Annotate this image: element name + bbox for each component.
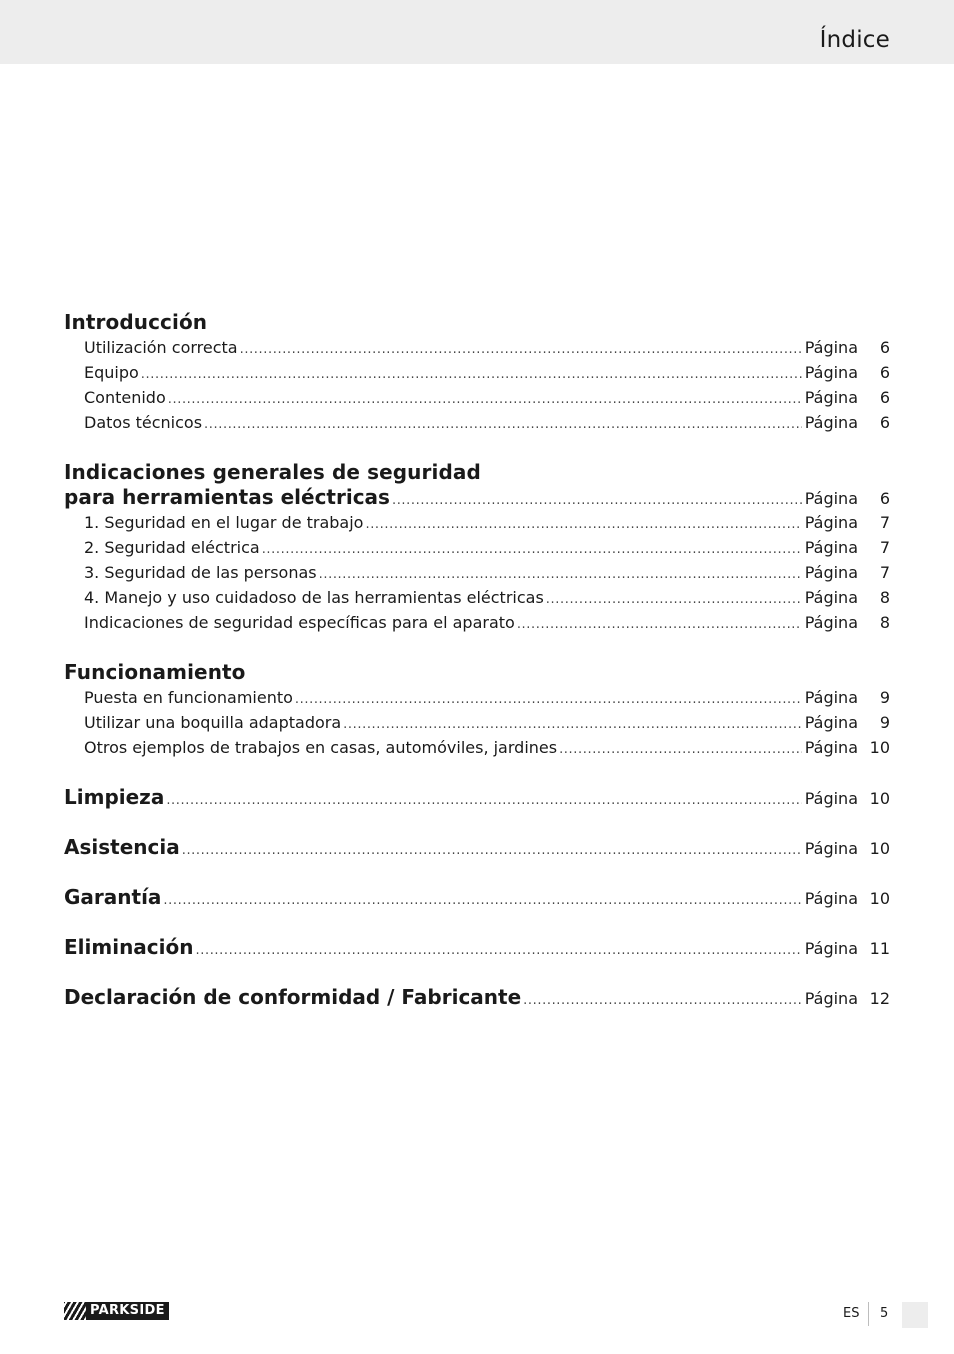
page-number-footer: 5 [880, 1306, 889, 1321]
logo-slashes-icon [64, 1302, 86, 1320]
page-word: Página [804, 738, 858, 757]
dot-leader [559, 737, 802, 762]
toc-entry[interactable] [64, 535, 890, 560]
logo-text: PARKSIDE [86, 1302, 169, 1320]
entry-label: Puesta en funcionamiento [84, 688, 293, 707]
toc-entry[interactable] [64, 335, 890, 360]
dot-leader [392, 488, 802, 513]
entry-label: Utilización correcta [84, 338, 238, 357]
page-number: 6 [879, 338, 890, 357]
page-number: 10 [869, 789, 890, 808]
toc-section-funcionamiento [64, 660, 890, 760]
dot-leader [523, 988, 802, 1013]
page-number: 9 [879, 688, 890, 707]
dot-leader [163, 888, 801, 913]
toc-entry[interactable] [64, 410, 890, 435]
page-word: Página [804, 538, 858, 557]
dot-leader [319, 562, 802, 587]
dot-leader [166, 788, 801, 813]
section-title: Declaración de conformidad / Fabricante [64, 985, 522, 1009]
footer-tab-marker [902, 1302, 928, 1328]
dot-leader [182, 838, 802, 863]
toc-entry[interactable] [64, 360, 890, 385]
toc-section-asistencia [64, 835, 890, 860]
toc-entry-section[interactable] [64, 885, 890, 910]
page-word: Página [804, 413, 858, 432]
toc-entry-section[interactable] [64, 785, 890, 810]
section-title: Introducción [64, 310, 208, 334]
entry-label: 1. Seguridad en el lugar de trabajo [84, 513, 364, 532]
entry-label: Datos técnicos [84, 413, 203, 432]
toc-entry[interactable] [64, 385, 890, 410]
language-code: ES [843, 1306, 860, 1321]
section-title: Limpieza [64, 785, 165, 809]
toc-entry[interactable] [64, 710, 890, 735]
page-word: Página [804, 513, 858, 532]
parkside-logo [64, 1302, 169, 1320]
section-title: Eliminación [64, 935, 194, 959]
dot-leader [196, 938, 802, 963]
toc-entry-section[interactable] [64, 985, 890, 1010]
page-word: Página [804, 588, 858, 607]
page-word: Página [804, 688, 858, 707]
page-number: 6 [879, 388, 890, 407]
page-word: Página [804, 563, 858, 582]
page-word: Página [804, 489, 858, 508]
page-number: 6 [879, 363, 890, 382]
table-of-contents [64, 310, 890, 1035]
dot-leader [240, 337, 802, 362]
page-title: Índice [819, 27, 890, 53]
dot-leader [365, 512, 801, 537]
page-word: Página [804, 363, 858, 382]
dot-leader [141, 362, 802, 387]
page-number: 9 [879, 713, 890, 732]
toc-entry[interactable] [64, 610, 890, 635]
toc-entry[interactable] [64, 685, 890, 710]
toc-entry[interactable] [64, 560, 890, 585]
toc-section-eliminacion [64, 935, 890, 960]
page-number: 8 [879, 588, 890, 607]
page-word: Página [804, 388, 858, 407]
entry-label: 2. Seguridad eléctrica [84, 538, 260, 557]
section-title-line1: Indicaciones generales de seguridad [64, 460, 481, 484]
dot-leader [262, 537, 802, 562]
page-number: 7 [879, 513, 890, 532]
entry-label: Otros ejemplos de trabajos en casas, automóviles, jardines [84, 738, 558, 757]
page-number: 8 [879, 613, 890, 632]
header-band [0, 0, 954, 64]
toc-entry-section[interactable] [64, 835, 890, 860]
toc-entry[interactable] [64, 585, 890, 610]
page-number: 6 [879, 489, 890, 508]
page-number: 7 [879, 563, 890, 582]
section-title: Asistencia [64, 835, 180, 859]
dot-leader [168, 387, 802, 412]
entry-label: Contenido [84, 388, 166, 407]
page-number: 10 [869, 889, 890, 908]
page-word: Página [804, 939, 858, 958]
page-word: Página [804, 338, 858, 357]
toc-entry-section[interactable] [64, 935, 890, 960]
entry-label: Indicaciones de seguridad específicas para el aparato [84, 613, 515, 632]
entry-label: Equipo [84, 363, 139, 382]
page-number: 10 [869, 839, 890, 858]
page-word: Página [804, 713, 858, 732]
entry-label: 4. Manejo y uso cuidadoso de las herramientas eléctricas [84, 588, 544, 607]
page-word: Página [804, 889, 858, 908]
toc-entry[interactable] [64, 510, 890, 535]
page-word: Página [804, 789, 858, 808]
page-word: Página [804, 839, 858, 858]
dot-leader [343, 712, 802, 737]
page-word: Página [804, 613, 858, 632]
page-number: 7 [879, 538, 890, 557]
entry-label: 3. Seguridad de las personas [84, 563, 317, 582]
toc-section-garantia [64, 885, 890, 910]
page-number: 12 [869, 989, 890, 1008]
toc-section-limpieza [64, 785, 890, 810]
page-number: 10 [869, 738, 890, 757]
toc-section-introduccion [64, 310, 890, 435]
section-title: Garantía [64, 885, 162, 909]
page-word: Página [804, 989, 858, 1008]
section-title: Funcionamiento [64, 660, 246, 684]
dot-leader [517, 612, 802, 637]
toc-section-declaracion [64, 985, 890, 1010]
page-number: 6 [879, 413, 890, 432]
page-number: 11 [869, 939, 890, 958]
dot-leader [546, 587, 802, 612]
footer-divider [868, 1302, 869, 1326]
dot-leader [295, 687, 802, 712]
entry-label: Utilizar una boquilla adaptadora [84, 713, 342, 732]
toc-entry-section[interactable] [64, 485, 890, 510]
toc-section-seguridad [64, 460, 890, 635]
toc-entry[interactable] [64, 735, 890, 760]
section-title-line2: para herramientas eléctricas [64, 485, 390, 509]
dot-leader [204, 412, 802, 437]
